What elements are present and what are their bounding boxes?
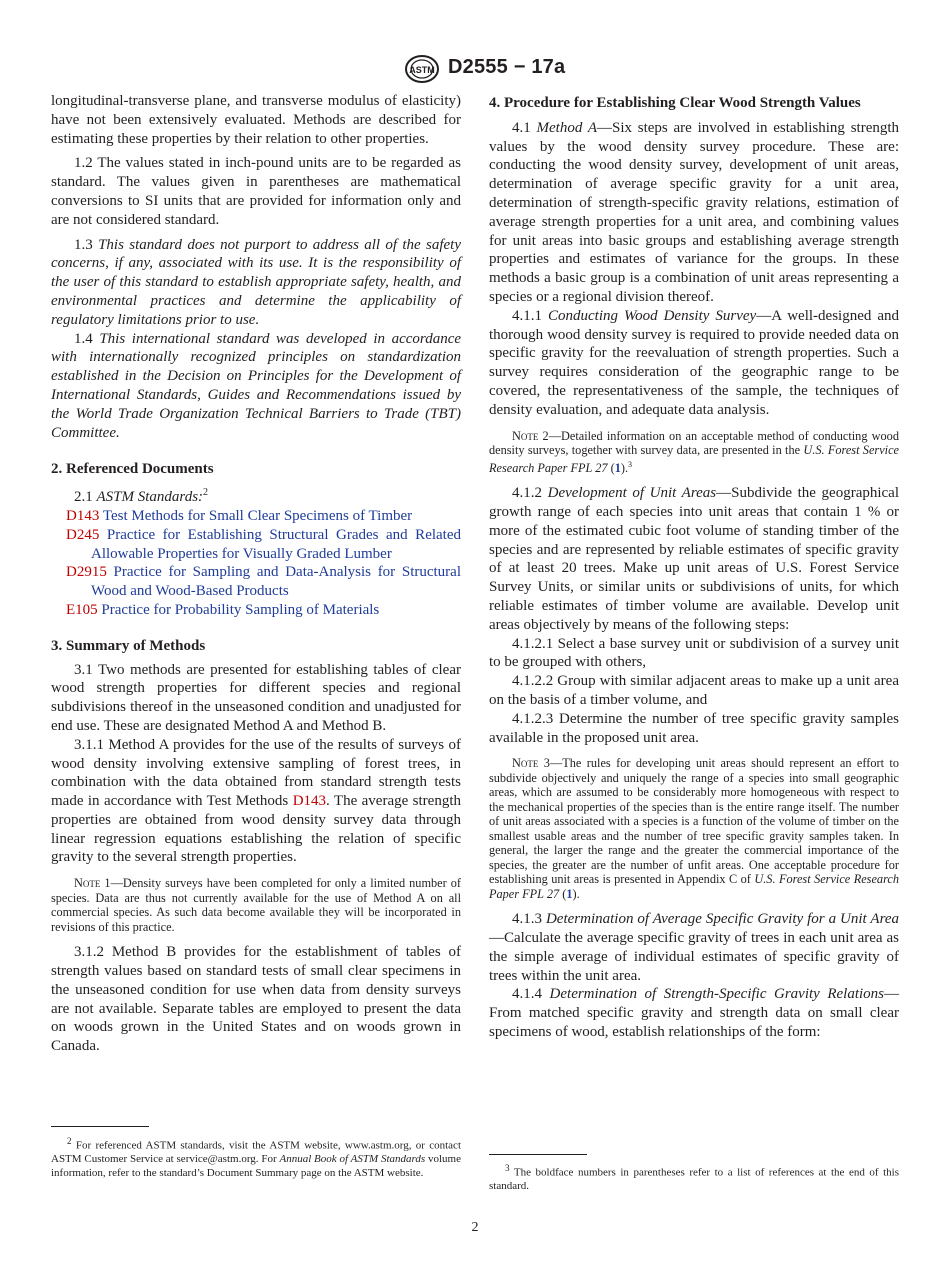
footnote-rule <box>489 1154 587 1155</box>
right-column <box>489 92 899 1042</box>
note-2: Note 2—Detailed information on an acceptable method of conducting wood density surveys, together with survey data, are presented in the U.S. Forest Service Research Paper FPL 27 (1).$^3$ <box>489 428 899 475</box>
paragraph-4-1-1: 4.1.1 Conducting Wood Density Survey—A well-designed and thorough wood density survey is required to provide needed data on specific gravity for the reevaluation of strength properties. Such a survey requires consideration of the geographic range to be covered, the representativeness of the sample, the techniques of density evaluation, and adequate data analysis. <box>489 307 900 418</box>
paragraph-4-1-2-3: 4.1.2.3 Determine the number of tree specific gravity samples available in the proposed unit area. <box>489 710 899 746</box>
footnote-rule <box>51 1126 149 1127</box>
paragraph-1-4: 1.4 This international standard was developed in accordance with internationally recognized principles on standardization established in the Decision on Principles for the Development of International Standards, Guides and Recommendations issued by the World Trade Organization Technical Barriers to Trade (TBT) Committee. <box>51 330 462 441</box>
paragraph-4-1-2-1: 4.1.2.1 Select a base survey unit or subdivision of a survey unit to be grouped with others, <box>489 635 899 671</box>
paragraph-4-1: 4.1 Method A—Six steps are involved in establishing strength values by the wood density survey procedure. These are: conducting the wood density survey, development of unit areas, determination of average specific gravity for a unit area, determination of strength-specific gravity relations, estimation of average strength properties for a unit area, and combining values for unit areas into basic groups and establishing average strength properties and estimates of variance for the groups. In these methods a basic group is a combination of unit areas representing a species or a regional division thereof. <box>489 119 900 305</box>
paragraph-4-1-2-2: 4.1.2.2 Group with similar adjacent areas to make up a unit area on the basis of a timber volume, and <box>489 673 899 708</box>
svg-text:ASTM: ASTM <box>409 65 435 75</box>
paragraph-4-1-2: 4.1.2 Development of Unit Areas—Subdivide the geographical growth range of each species into unit areas that contain 1 % or more of the estimated cubic foot volume of standing timber of the species and are represented by reliable estimates of specific gravity of at least 20 trees. Make up unit areas of U.S. Forest Service Survey Units, or similar units or subdivisions of units, for which reliable estimates of timber volume are available. Develop unit areas objectively by means of the following steps: <box>489 485 900 633</box>
paragraph-4-1-4: 4.1.4 Determination of Strength-Specific Gravity Relations—From matched specific gravity and strength data on small clear specimens of wood, establish relationships of the form: <box>489 986 899 1041</box>
standard-ref-d2915[interactable]: D2915 Practice for Sampling and Data-Analysis for Structural Wood and Wood-Based Products <box>66 564 462 600</box>
paragraph-2-1: 2.1 ASTM Standards:$^2$ <box>74 487 209 506</box>
section-3-heading: 3. Summary of Methods <box>51 637 206 654</box>
paragraph-4-1-3: 4.1.3 Determination of Average Specific Gravity for a Unit Area—Calculate the average specific gravity of trees in each unit area as the simple average of individual estimates of specific gravity of trees within the unit area. <box>489 911 900 984</box>
astm-logo-icon <box>404 54 440 84</box>
left-column <box>51 92 461 1056</box>
paragraph-3-1-1: 3.1.1 Method A provides for the use of the results of surveys of wood density involving extensive sampling of forest trees, in combination with the data obtained from standard strength tests made in accordance with Test Methods D143. The average strength properties are obtained from wood density survey data through linear regression equations establishing the relation of specific gravity to the several strength properties. <box>51 736 461 866</box>
section-4-heading: 4. Procedure for Establishing Clear Wood Strength Values <box>489 95 861 111</box>
standard-designation: D2555 − 17a <box>448 56 566 78</box>
paragraph-continuation: longitudinal-transverse plane, and transverse modulus of elasticity) have not been extensively evaluated. Methods are described for estimating these properties by their relation to other properties. <box>51 93 461 147</box>
standard-ref-d143[interactable]: D143 Test Methods for Small Clear Specimens of Timber <box>66 507 413 524</box>
page-number: 2 <box>471 1220 479 1235</box>
page-header <box>0 52 950 88</box>
section-2-heading: 2. Referenced Documents <box>51 461 214 478</box>
reference-1-link[interactable]: 1 <box>614 460 621 475</box>
note-3: Note 3—The rules for developing unit areas should represent an effort to subdivide objectively and uniquely the range of a species into small geographic areas, which are assumed to be considerably more homogeneous with respect to the mechanical properties of the species than is the entire range itself. The number of unit areas associated with a species is a function of the volume of timber on the smallest usable areas and the number of tree specific gravity samples taken. In general, the larger the range and the greater the commercial importance of the species, the greater are the number of unfit areas. One acceptable procedure for establishing unit areas is presented in Appendix C of U.S. Forest Service Research Paper FPL 27 (1). <box>489 756 900 901</box>
paragraph-3-1: 3.1 Two methods are presented for establishing tables of clear wood strength properties for different species and regional subdivisions thereof in the unseasoned condition and unadjusted for end use. These are designated Method A and Method B. <box>51 661 461 734</box>
footnote-2: $^2$ For referenced ASTM standards, visit the ASTM website, www.astm.org, or contact ASTM Customer Service at service@astm.org. For Annual Book of ASTM Standards volume information, refer to the standard’s Document Summary page on the ASTM website. <box>51 1136 461 1179</box>
note-1: Note 1—Density surveys have been completed for only a limited number of species. Data are thus not currently available for the use of Method A on all commercial species. As such data become available they will be incorporated in revisions of this practice. <box>51 876 461 934</box>
standard-ref-d245[interactable]: D245 Practice for Establishing Structural Grades and Related Allowable Properties for Visually Graded Lumber <box>66 526 461 562</box>
d143-link[interactable]: D143 <box>292 793 327 810</box>
paragraph-1-3: 1.3 This standard does not purport to address all of the safety concerns, if any, associated with its use. It is the responsibility of the user of this standard to establish appropriate safety, health, and environmental practices and determine the applicability of regulatory limitations prior to use. <box>51 236 462 328</box>
paragraph-3-1-2: 3.1.2 Method B provides for the establishment of tables of strength values based on standard tests of small clear specimens in the unseasoned condition for use when data from density surveys are not available. Separate tables are employed to present the data on woods grown in the United States and on woods grown in Canada. <box>51 944 461 1055</box>
standard-ref-e105[interactable]: E105 Practice for Probability Sampling of Materials <box>66 601 380 618</box>
footnote-3: $^3$ The boldface numbers in parentheses refer to a list of references at the end of this standard. <box>489 1163 899 1193</box>
reference-1-link[interactable]: 1 <box>566 886 573 901</box>
paragraph-1-2: 1.2 The values stated in inch-pound units are to be regarded as standard. The values given in parentheses are mathematical conversions to SI units that are provided for information only and are not considered standard. <box>51 155 461 228</box>
